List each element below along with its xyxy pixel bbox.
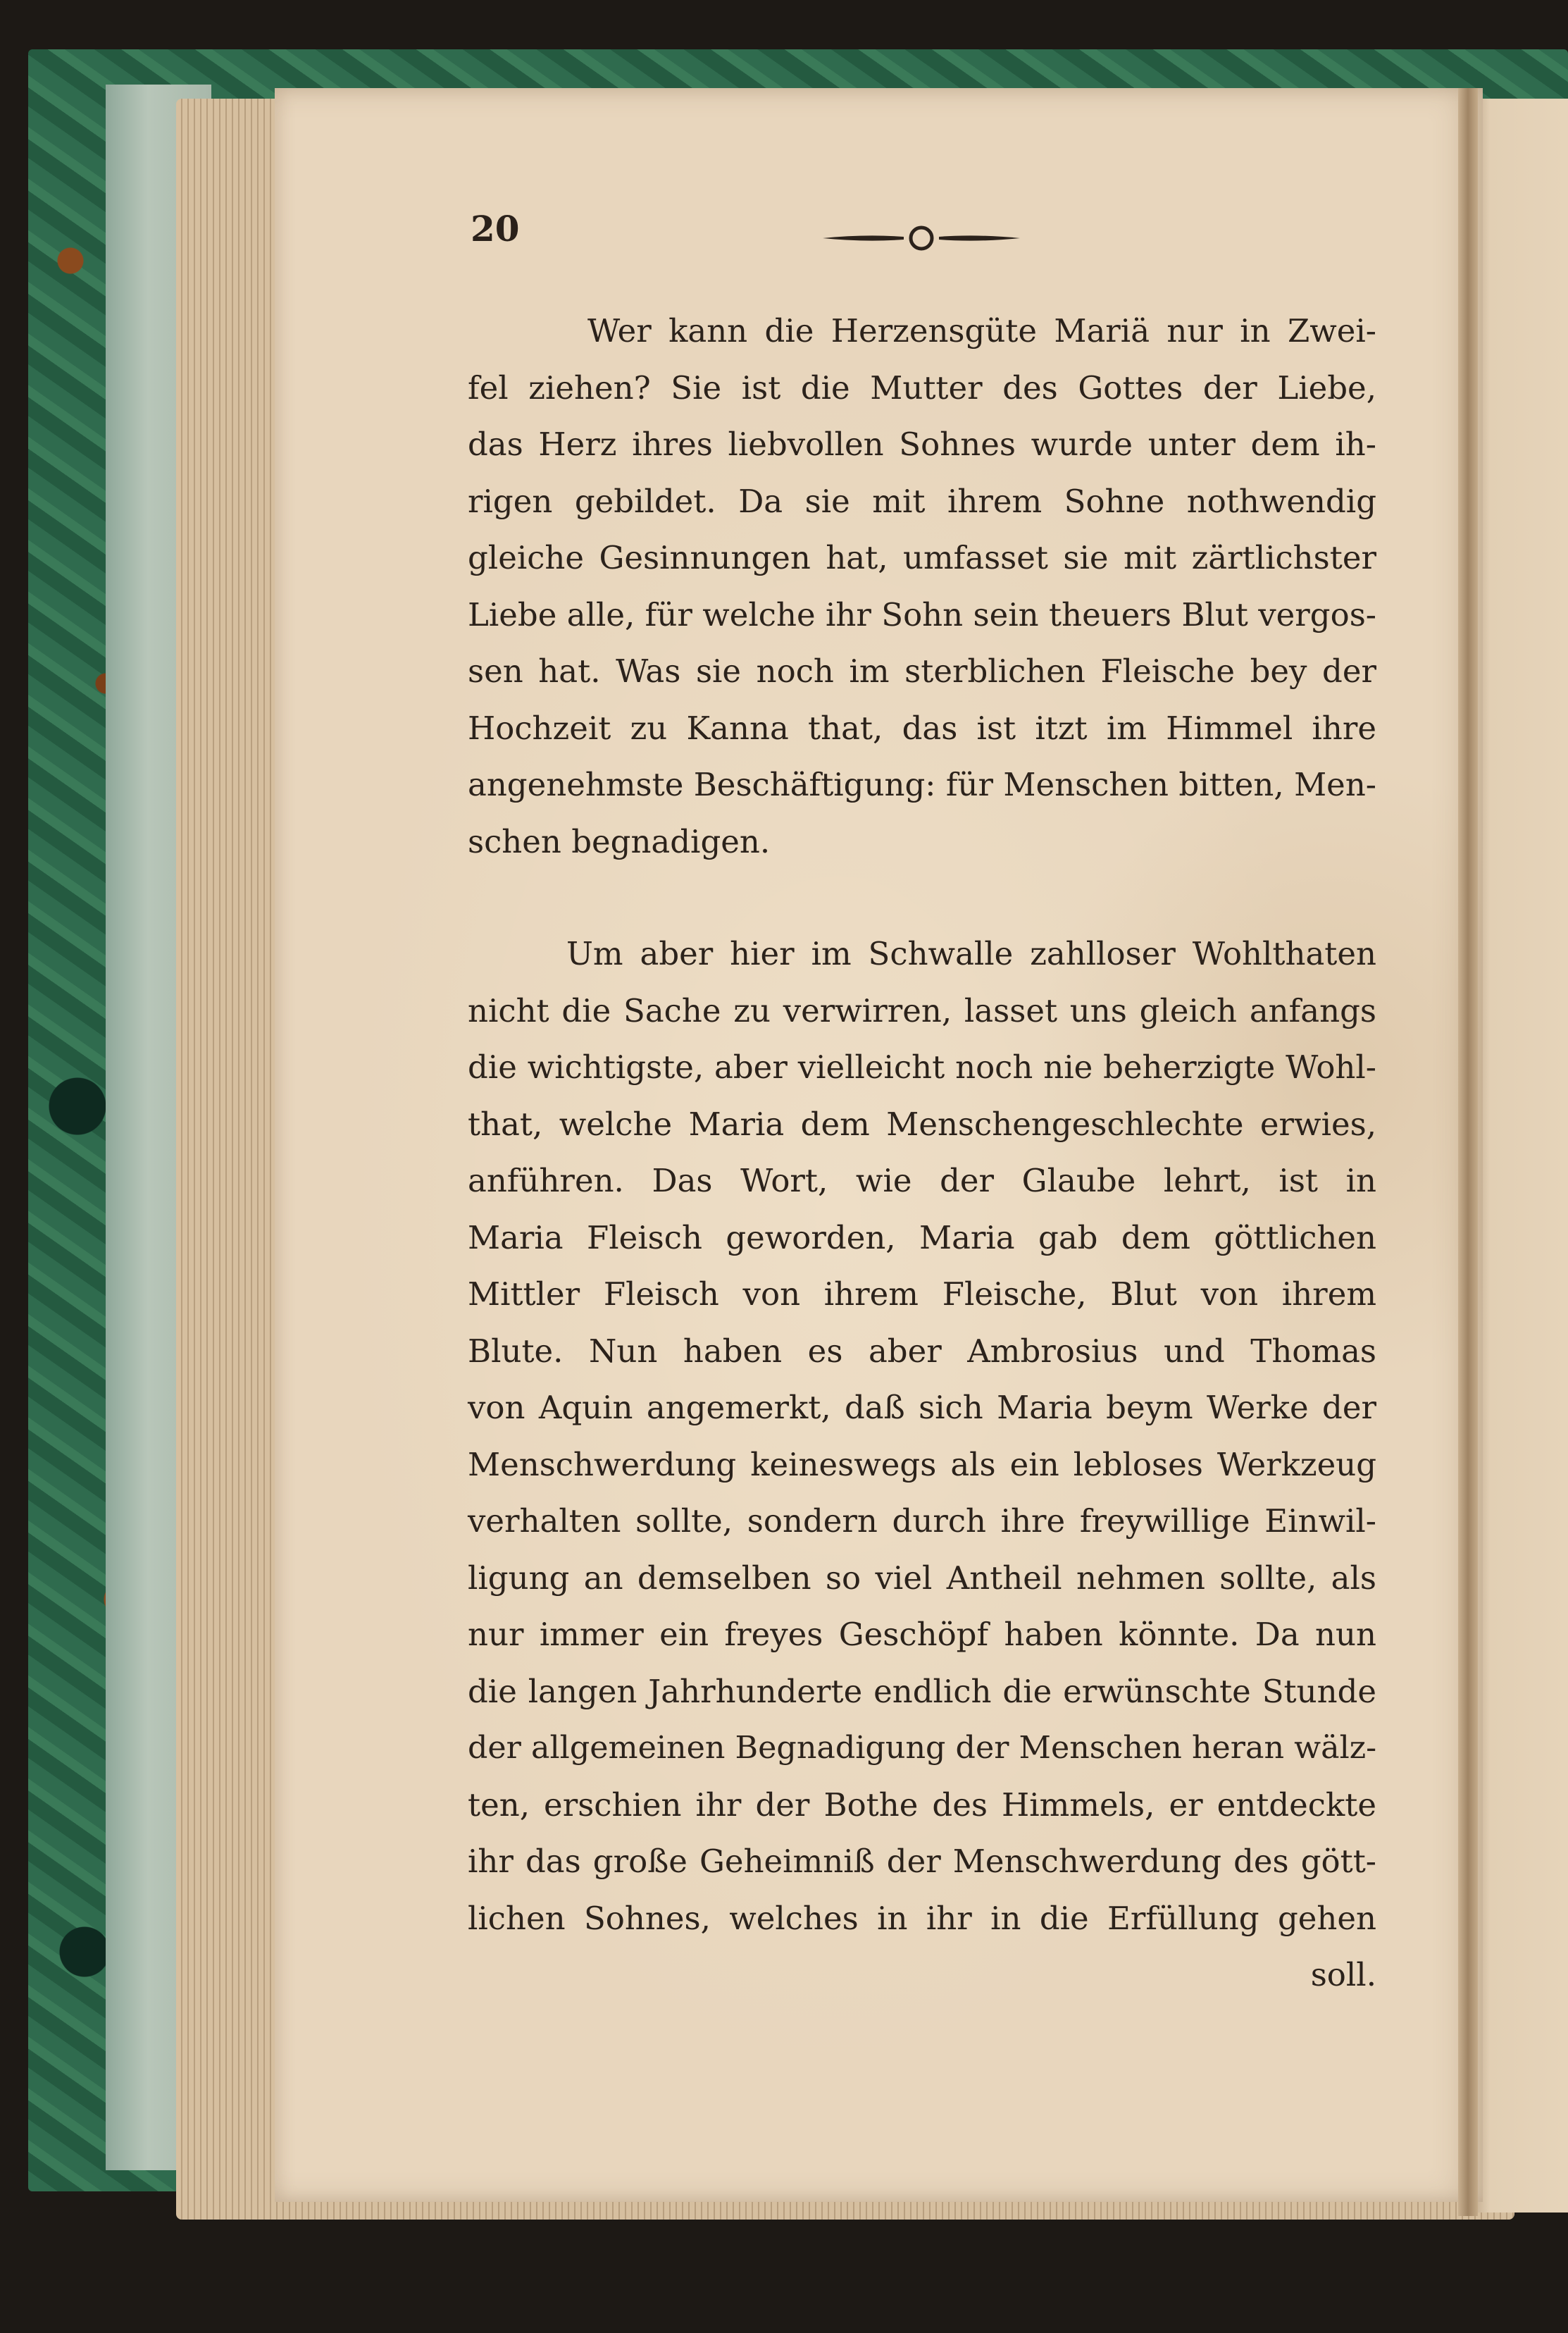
text-line: sen hat. Was sie noch im sterblichen Fleische bey der <box>468 652 1376 690</box>
text-line: von Aquin angemerkt, daß sich Maria beym Werke der <box>468 1389 1376 1426</box>
text-line: ihr das große Geheimniß der Menschwerdung des gött- <box>468 1843 1376 1880</box>
text-line: nicht die Sache zu verwirren, lasset uns gleich anfangs <box>468 991 1376 1029</box>
text-line: Maria Fleisch geworden, Maria gab dem göttlichen <box>468 1218 1376 1256</box>
text-line: verhalten sollte, sondern durch ihre freywillige Einwil- <box>468 1502 1376 1540</box>
text-line: schen begnadigen. <box>468 822 771 860</box>
text-line: anführen. Das Wort, wie der Glaube lehrt, ist in <box>468 1162 1376 1199</box>
facing-page-edge <box>1469 99 1568 2213</box>
text-line: angenehmste Beschäftigung: für Menschen bitten, Men- <box>468 766 1376 803</box>
text-line: ten, erschien ihr der Bothe des Himmels, er entdeckte <box>468 1786 1376 1824</box>
text-line: Menschwerdung keineswegs als ein lebloses Werkzeug <box>468 1445 1376 1483</box>
catchword: soll. <box>1310 1956 1376 1993</box>
spine-gutter <box>1458 88 1478 2216</box>
paragraph-2 <box>468 926 1376 1947</box>
paragraph-gap <box>468 870 1376 926</box>
text-line: Liebe alle, für welche ihr Sohn sein theuers Blut vergos- <box>468 595 1376 633</box>
text-line: lichen Sohnes, welches in ihr in die Erfüllung gehen <box>468 1899 1376 1937</box>
text-line: der allgemeinen Begnadigung der Menschen heran wälz- <box>468 1730 1377 1766</box>
paragraph-1 <box>468 303 1376 870</box>
text-line: Mittler Fleisch von ihrem Fleische, Blut von ihrem <box>468 1275 1376 1313</box>
text-line: rigen gebildet. Da sie mit ihrem Sohne nothwendig <box>468 482 1376 520</box>
body-text <box>468 303 1376 2004</box>
text-line: die langen Jahrhunderte endlich die erwünschte Stunde <box>468 1672 1376 1710</box>
text-line: das Herz ihres liebvollen Sohnes wurde unter dem ih- <box>468 426 1376 463</box>
text-line: die wichtigste, aber vielleicht noch nie beherzigte Wohl- <box>468 1048 1376 1086</box>
text-line: Wer kann die Herzensgüte Mariä nur in Zwei- <box>587 312 1376 349</box>
page-number: 20 <box>471 208 520 249</box>
text-line: gleiche Gesinnungen hat, umfasset sie mit zärtlichster <box>468 539 1376 576</box>
text-line: fel ziehen? Sie ist die Mutter des Gottes der Liebe, <box>468 369 1376 407</box>
header-ornament <box>823 224 1020 252</box>
text-line: ligung an demselben so viel Antheil nehmen sollte, als <box>468 1559 1376 1597</box>
text-line: Blute. Nun haben es aber Ambrosius und Thomas <box>468 1332 1376 1370</box>
text-line: Um aber hier im Schwalle zahlloser Wohlthaten <box>566 935 1376 972</box>
text-line: that, welche Maria dem Menschengeschlechte erwies, <box>468 1105 1376 1143</box>
text-line: Hochzeit zu Kanna that, das ist itzt im Himmel ihre <box>468 709 1376 747</box>
text-line: nur immer ein freyes Geschöpf haben könnte. Da nun <box>468 1616 1376 1653</box>
